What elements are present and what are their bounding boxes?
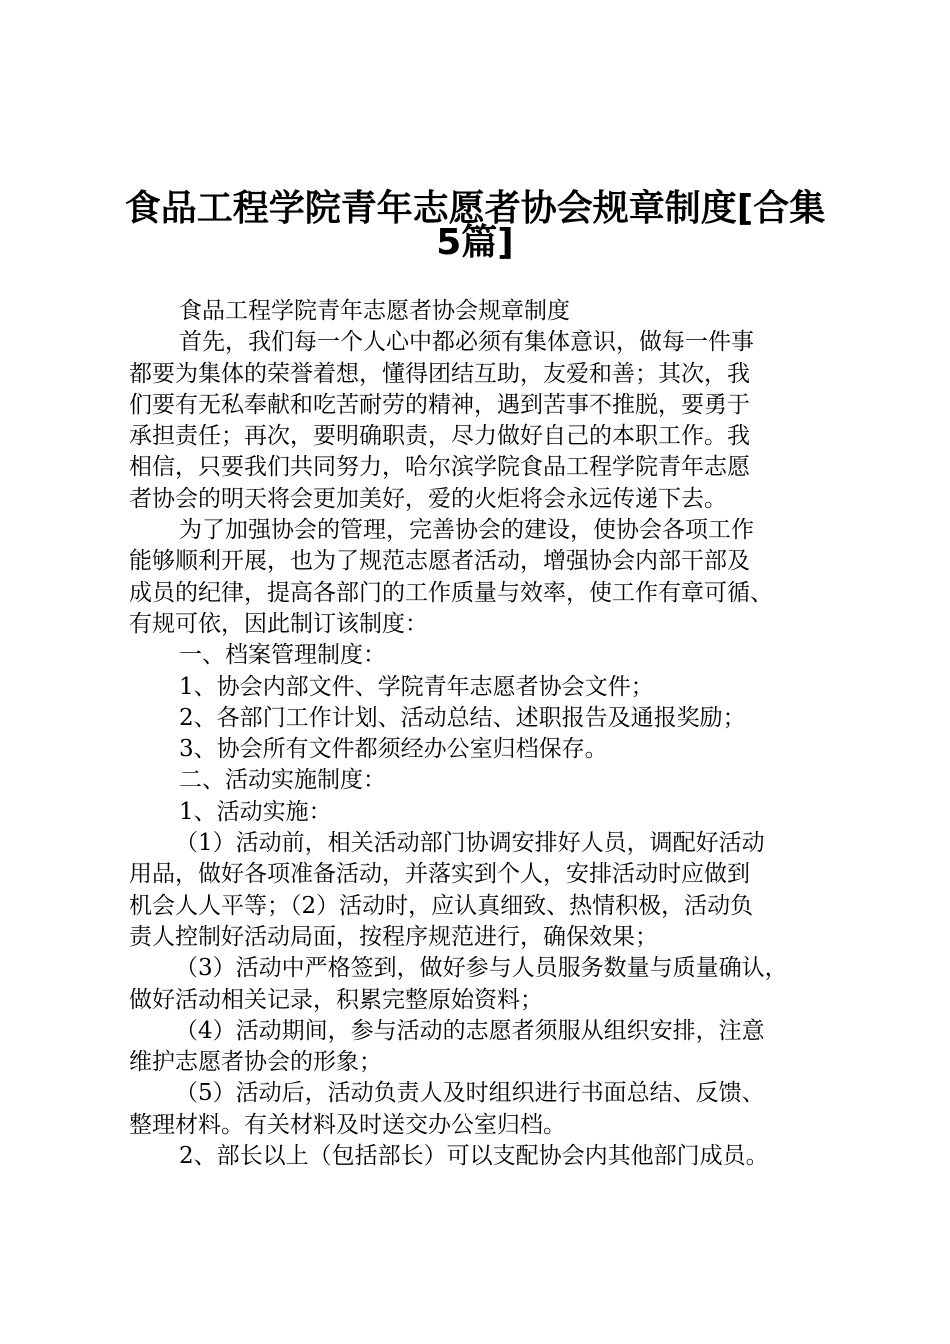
document-body	[129, 296, 829, 1172]
list-item: 3、协会所有文件都须经办公室归档保存。	[179, 736, 608, 763]
list-item: 2、部长以上（包括部长）可以支配协会内其他部门成员。	[179, 1143, 769, 1170]
list-heading: 二、活动实施制度：	[179, 767, 386, 794]
paragraph-line: 维护志愿者协会的形象；	[129, 1049, 382, 1076]
document-title-line-2: 5篇]	[436, 222, 514, 263]
section-heading: 食品工程学院青年志愿者协会规章制度	[179, 298, 570, 324]
paragraph-line: 机会人人平等；（2）活动时，应认真细致、热情积极，活动负	[129, 892, 754, 919]
paragraph-line: 为了加强协会的管理，完善协会的建设，使协会各项工作	[179, 517, 754, 544]
paragraph-line: 做好活动相关记录，积累完整原始资料；	[129, 986, 543, 1013]
paragraph-line: 都要为集体的荣誉着想，懂得团结互助，友爱和善；其次，我	[129, 360, 750, 387]
paragraph-line: （1）活动前，相关活动部门协调安排好人员，调配好活动	[175, 830, 765, 857]
paragraph-line: 能够顺利开展，也为了规范志愿者活动，增强协会内部干部及	[129, 548, 750, 575]
paragraph-line: 用品，做好各项准备活动，并落实到个人，安排活动时应做到	[129, 861, 750, 888]
paragraph-line: 责人控制好活动局面，按程序规范进行，确保效果；	[129, 923, 658, 950]
document-title-line-1: 食品工程学院青年志愿者协会规章制度[合集	[124, 188, 826, 229]
paragraph-line: 有规可依，因此制订该制度：	[129, 610, 428, 637]
list-item: 2、各部门工作计划、活动总结、述职报告及通报奖励；	[179, 704, 746, 731]
paragraph-line: 承担责任；再次，要明确职责，尽力做好自己的本职工作。我	[129, 423, 750, 450]
list-item: 1、协会内部文件、学院青年志愿者协会文件；	[179, 673, 654, 700]
list-item: 1、活动实施：	[179, 798, 332, 825]
paragraph-line: （5）活动后，活动负责人及时组织进行书面总结、反馈、	[175, 1080, 765, 1107]
paragraph-line: （3）活动中严格签到，做好参与人员服务数量与质量确认，	[175, 955, 788, 982]
paragraph-line: 成员的纪律，提高各部门的工作质量与效率，使工作有章可循、	[129, 579, 773, 606]
paragraph-line: 首先，我们每一个人心中都必须有集体意识，做每一件事	[179, 329, 754, 356]
paragraph-line: 整理材料。有关材料及时送交办公室归档。	[129, 1111, 566, 1138]
paragraph-line: 者协会的明天将会更加美好，爱的火炬将会永远传递下去。	[129, 485, 727, 512]
list-heading: 一、档案管理制度：	[179, 642, 386, 669]
paragraph-line: 们要有无私奉献和吃苦耐劳的精神，遇到苦事不推脱，要勇于	[129, 391, 750, 418]
paragraph-line: （4）活动期间，参与活动的志愿者须服从组织安排，注意	[175, 1017, 765, 1044]
paragraph-line: 相信，只要我们共同努力，哈尔滨学院食品工程学院青年志愿	[129, 454, 750, 481]
